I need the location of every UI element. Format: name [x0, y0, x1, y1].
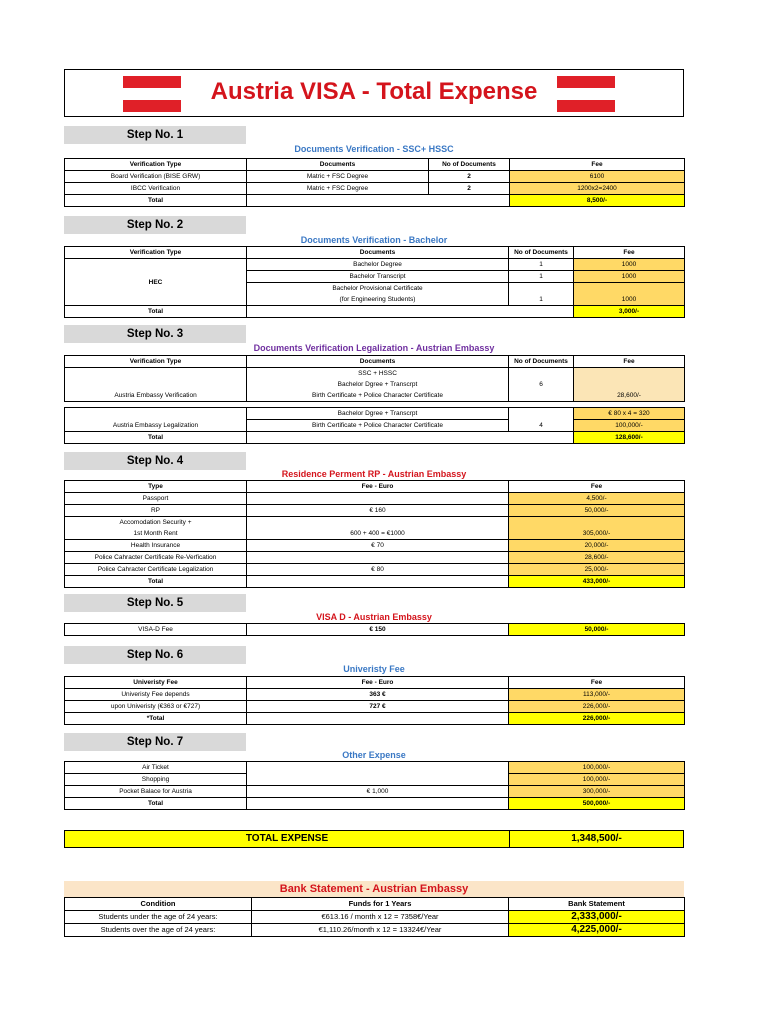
table-header-row [65, 898, 685, 911]
total-value: 433,000/- [509, 576, 685, 588]
table-header: Fee [510, 159, 685, 171]
table-cell: Matric + FSC Degree [247, 183, 429, 195]
table-cell: 1 [509, 259, 574, 271]
table-cell [65, 517, 247, 540]
table-cell [247, 306, 574, 318]
total-row [65, 195, 685, 207]
table-row [65, 924, 685, 937]
table-cell: 50,000/- [509, 505, 685, 517]
table-header: Funds for 1 Years [252, 898, 509, 911]
table-cell [247, 713, 509, 725]
table-cell [247, 762, 509, 786]
table-cell: 2 [429, 171, 510, 183]
table-cell-line: Bachelor Provisional Certificate [332, 285, 423, 292]
table-step1 [64, 158, 685, 207]
section-title: Documents Verification Legalization - Austrian Embassy [253, 343, 495, 353]
table-step5 [64, 623, 685, 636]
total-row [65, 576, 685, 588]
total-row [65, 306, 685, 318]
grand-total-row [64, 830, 684, 848]
table-cell-line: SSC + HSSC [358, 370, 397, 377]
table-cell: Austria Embassy Legalization [65, 408, 247, 432]
table-row [65, 540, 685, 552]
table-cell-line: Bachelor Dgree + Transcrpt [337, 381, 418, 388]
total-label: Total [65, 432, 247, 444]
table-row [65, 689, 685, 701]
table-cell: 25,000/- [509, 564, 685, 576]
total-label: Total [65, 576, 247, 588]
table-header-row [65, 481, 685, 493]
table-row [65, 493, 685, 505]
table-cell [247, 195, 510, 207]
table-cell: Austria Embassy Verification [65, 368, 247, 402]
table-step4 [64, 480, 685, 588]
table-row [65, 171, 685, 183]
table-step6 [64, 676, 685, 725]
table-cell: 4 [509, 408, 574, 432]
table-cell: 1000 [574, 259, 685, 271]
step-label: Step No. 6 [64, 646, 246, 664]
title-box [64, 69, 684, 117]
table-row [65, 505, 685, 517]
section-title: Other Expense [342, 750, 406, 760]
section-title: VISA D - Austrian Embassy [316, 612, 432, 622]
table-row [65, 368, 685, 402]
table-cell: 1000 [574, 271, 685, 283]
table-cell: Bachelor Dgree + Transcrpt [247, 408, 509, 420]
section-title: Residence Perment RP - Austrian Embassy [281, 469, 467, 479]
table-cell: Univeristy Fee depends [65, 689, 247, 701]
grand-total-label: TOTAL EXPENSE [65, 831, 510, 847]
table-row [65, 564, 685, 576]
table-cell [247, 283, 509, 306]
table-cell: 20,000/- [509, 540, 685, 552]
total-value: 128,600/- [574, 432, 685, 444]
table-row [65, 786, 685, 798]
table-cell [247, 493, 509, 505]
table-cell: 1 [509, 271, 574, 283]
step-label: Step No. 7 [64, 733, 246, 751]
total-label: Total [65, 306, 247, 318]
table-row [65, 911, 685, 924]
table-header: Fee [574, 356, 685, 368]
table-cell: Birth Certificate + Police Character Certificate [247, 420, 509, 432]
table-cell: 113,000/- [509, 689, 685, 701]
step-label: Step No. 3 [64, 325, 246, 343]
table-step3a [64, 355, 685, 402]
table-cell: Bachelor Degree [247, 259, 509, 271]
table-header-row [65, 677, 685, 689]
table-cell: Matric + FSC Degree [247, 171, 429, 183]
table-cell: Shopping [65, 774, 247, 786]
table-cell: € 1,000 [247, 786, 509, 798]
table-cell: €613.16 / month x 12 = 7358€/Year [252, 911, 509, 924]
table-header: Type [65, 481, 247, 493]
table-cell [247, 576, 509, 588]
table-cell: € 160 [247, 505, 509, 517]
table-header-row [65, 247, 685, 259]
table-cell: Students over the age of 24 years: [65, 924, 252, 937]
table-header: Condition [65, 898, 252, 911]
table-cell: Police Cahracter Certificate Legalization [65, 564, 247, 576]
table-cell-line: (for Engineering Students) [339, 296, 416, 303]
table-row [65, 259, 685, 271]
table-cell: VISA-D Fee [65, 624, 247, 636]
page-title: Austria VISA - Total Expense [210, 78, 538, 105]
table-cell: 1 [509, 283, 574, 306]
total-value: 3,000/- [574, 306, 685, 318]
table-cell: Bachelor Transcript [247, 271, 509, 283]
table-step3b [64, 407, 685, 444]
table-cell: € 150 [247, 624, 509, 636]
table-cell: 6100 [510, 171, 685, 183]
table-cell: 727 € [247, 701, 509, 713]
table-header: Fee [509, 677, 685, 689]
austria-flag-icon [557, 76, 615, 112]
table-header: No of Documents [509, 356, 574, 368]
grand-total-value: 1,348,500/- [571, 833, 622, 844]
table-cell: 1000 [574, 283, 685, 306]
total-label: Total [65, 195, 247, 207]
section-title: Documents Verification - Bachelor [300, 235, 448, 245]
total-value: 50,000/- [509, 624, 685, 636]
table-step2 [64, 246, 685, 318]
table-header: No of Documents [429, 159, 510, 171]
table-cell: Air Ticket [65, 762, 247, 774]
table-header: Documents [247, 356, 509, 368]
table-header: Documents [247, 159, 429, 171]
table-cell: RP [65, 505, 247, 517]
table-row [65, 517, 685, 540]
table-cell-line: Accomodation Security + [119, 519, 192, 526]
table-header: Documents [247, 247, 509, 259]
table-header: No of Documents [509, 247, 574, 259]
total-row [65, 798, 685, 810]
table-cell: Passport [65, 493, 247, 505]
table-cell-line: 1st Month Rent [133, 530, 178, 537]
table-cell: 100,000/- [574, 420, 685, 432]
table-cell: € 80 x 4 = 320 [574, 408, 685, 420]
table-bank-statement [64, 897, 685, 937]
table-cell: 226,000/- [509, 701, 685, 713]
step-label: Step No. 2 [64, 216, 246, 234]
step-label: Step No. 5 [64, 594, 246, 612]
table-header-row [65, 356, 685, 368]
total-row [65, 713, 685, 725]
table-cell: 28,600/- [574, 368, 685, 402]
table-cell: Board Verification (BISE GRW) [65, 171, 247, 183]
table-cell: Health Insurance [65, 540, 247, 552]
table-cell: 100,000/- [509, 774, 685, 786]
table-cell: 2 [429, 183, 510, 195]
table-cell: 4,225,000/- [509, 924, 685, 937]
table-cell: 100,000/- [509, 762, 685, 774]
table-header: Fee [509, 481, 685, 493]
table-cell: 28,600/- [509, 552, 685, 564]
table-cell: € 80 [247, 564, 509, 576]
total-row [65, 432, 685, 444]
total-value: 226,000/- [509, 713, 685, 725]
total-value: 500,000/- [509, 798, 685, 810]
table-cell: €1,110.26/month x 12 = 13324€/Year [252, 924, 509, 937]
total-value: 8,500/- [510, 195, 685, 207]
table-cell: 2,333,000/- [509, 911, 685, 924]
table-cell-line: Birth Certificate + Police Character Certificate [312, 392, 443, 399]
table-row [65, 762, 685, 774]
step-label: Step No. 4 [64, 452, 246, 470]
section-title: Univeristy Fee [343, 664, 405, 674]
table-row [65, 701, 685, 713]
table-cell [247, 552, 509, 564]
table-step7 [64, 761, 685, 810]
table-row [65, 552, 685, 564]
table-header: Verification Type [65, 159, 247, 171]
table-header: Fee - Euro [247, 481, 509, 493]
table-cell: Students under the age of 24 years: [65, 911, 252, 924]
table-cell: 4,500/- [509, 493, 685, 505]
table-cell: 305,000/- [509, 517, 685, 540]
table-header: Univeristy Fee [65, 677, 247, 689]
table-cell: IBCC Verification [65, 183, 247, 195]
total-label: Total [65, 798, 247, 810]
table-cell: 363 € [247, 689, 509, 701]
table-header: Verification Type [65, 356, 247, 368]
table-header: Fee - Euro [247, 677, 509, 689]
table-row [65, 408, 685, 420]
table-cell: 6 [509, 368, 574, 402]
table-row [65, 624, 685, 636]
table-cell: upon Univeristy (€363 or €727) [65, 701, 247, 713]
bank-statement-title: Bank Statement - Austrian Embassy [64, 881, 684, 897]
table-header: Fee [574, 247, 685, 259]
table-cell [247, 798, 509, 810]
table-cell [247, 368, 509, 402]
table-cell: Pocket Balace for Austria [65, 786, 247, 798]
table-header: Bank Statement [509, 898, 685, 911]
table-header-row [65, 159, 685, 171]
table-row [65, 183, 685, 195]
table-cell: HEC [65, 259, 247, 306]
section-title: Documents Verification - SSC+ HSSC [294, 144, 454, 154]
table-header: Verification Type [65, 247, 247, 259]
table-cell: 300,000/- [509, 786, 685, 798]
table-cell [247, 432, 574, 444]
table-cell: 600 + 400 = €1000 [247, 517, 509, 540]
table-cell: 1200x2=2400 [510, 183, 685, 195]
table-cell: Police Cahracter Certificate Re-Verfication [65, 552, 247, 564]
table-cell: € 70 [247, 540, 509, 552]
step-label: Step No. 1 [64, 126, 246, 144]
total-label: *Total [65, 713, 247, 725]
